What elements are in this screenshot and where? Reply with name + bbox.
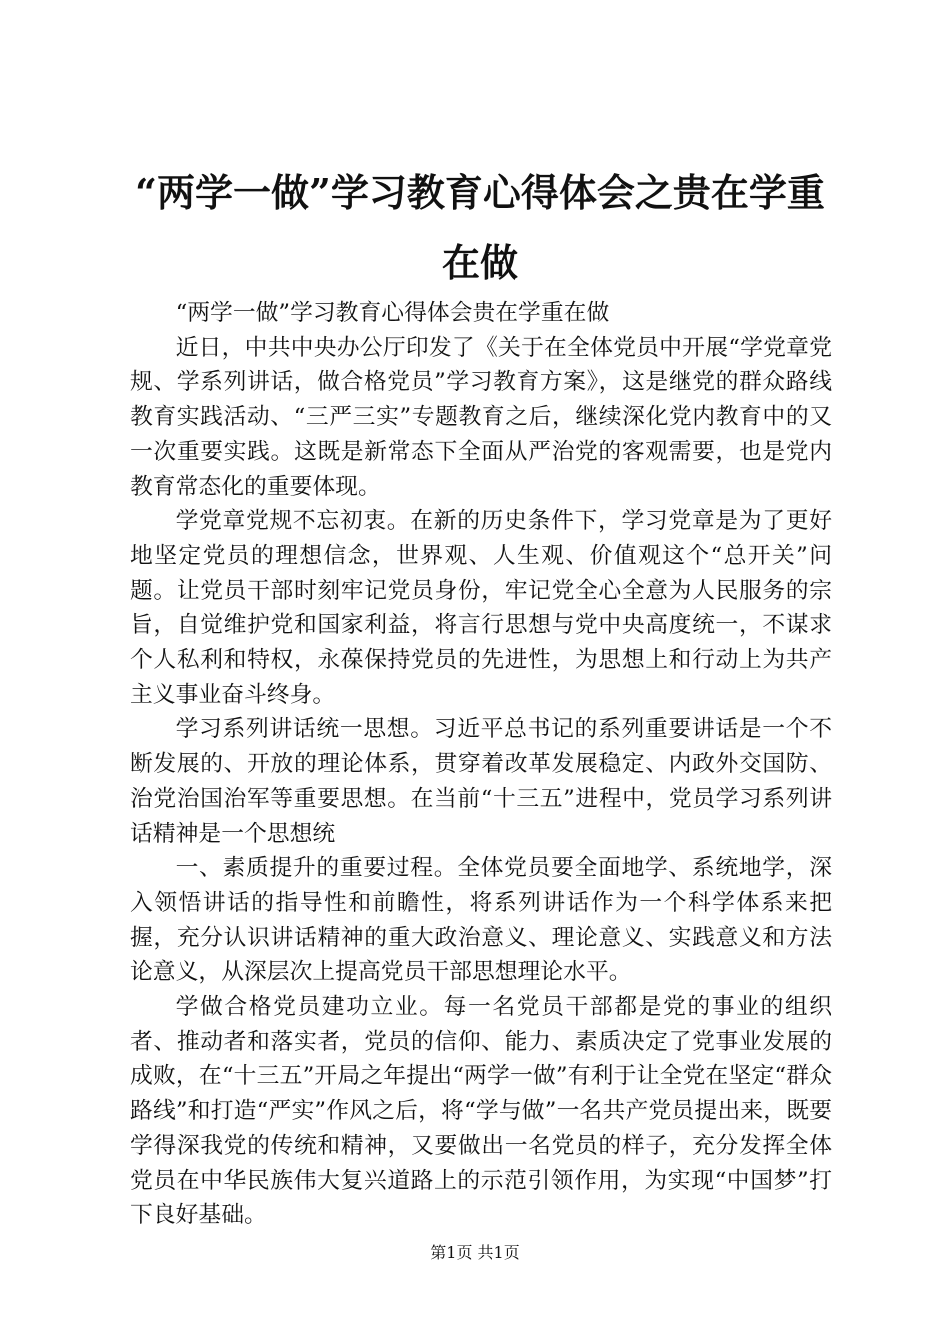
paragraph-intro: 近日，中共中央办公厅印发了《关于在全体党员中开展“学党章党规、学系列讲话，做合格党员”学习教育方案》，这是继党的群众路线教育实践活动、“三严三实”专题教育之后，继续深化党内教育中的又一次重要实践。这既是新常态下全面从严治党的客观需要，也是党内教育常态化的重要体现。 (130, 334, 832, 500)
paragraph-party-constitution: 学党章党规不忘初衷。在新的历史条件下，学习党章是为了更好地坚定党员的理想信念，世界观、人生观、价值观这个“总开关”问题。让党员干部时刻牢记党员身份，牢记党全心全意为人民服务的宗旨，自觉维护党和国家利益，将言行思想与党中央高度统一，不谋求个人私利和特权，永葆保持党员的先进性，为思想上和行动上为共产主义事业奋斗终身。 (130, 508, 832, 708)
paragraph-subtitle: “两学一做”学习教育心得体会贵在学重在做 (175, 300, 610, 326)
document-title: “两学一做”学习教育心得体会之贵在学重在做 (135, 170, 825, 285)
page-footer: 第1页 共1页 (430, 1243, 520, 1262)
paragraph-qualified-member: 学做合格党员建功立业。每一名党员干部都是党的事业的组织者、推动者和落实者，党员的信仰、能力、素质决定了党事业发展的成败，在“十三五”开局之年提出“两学一做”有利于让全党在坚定“群众路线”和打造“严实”作风之后，将“学与做”一名共产党员提出来，既要学得深我党的传统和精神，又要做出一名党员的样子，充分发挥全体党员在中华民族伟大复兴道路上的示范引领作用，为实现“中国梦”打下良好基础。 (130, 994, 832, 1229)
paragraph-speeches: 学习系列讲话统一思想。习近平总书记的系列重要讲话是一个不断发展的、开放的理论体系，贯穿着改革发展稳定、内政外交国防、治党治国治军等重要思想。在当前“十三五”进程中，党员学习系列讲话精神是一个思想统 (130, 716, 832, 847)
document-body (130, 296, 832, 1233)
paragraph-quality: 一、素质提升的重要过程。全体党员要全面地学、系统地学，深入领悟讲话的指导性和前瞻性，将系列讲话作为一个科学体系来把握，充分认识讲话精神的重大政治意义、理论意义、实践意义和方法论意义，从深层次上提高党员干部思想理论水平。 (130, 855, 832, 986)
